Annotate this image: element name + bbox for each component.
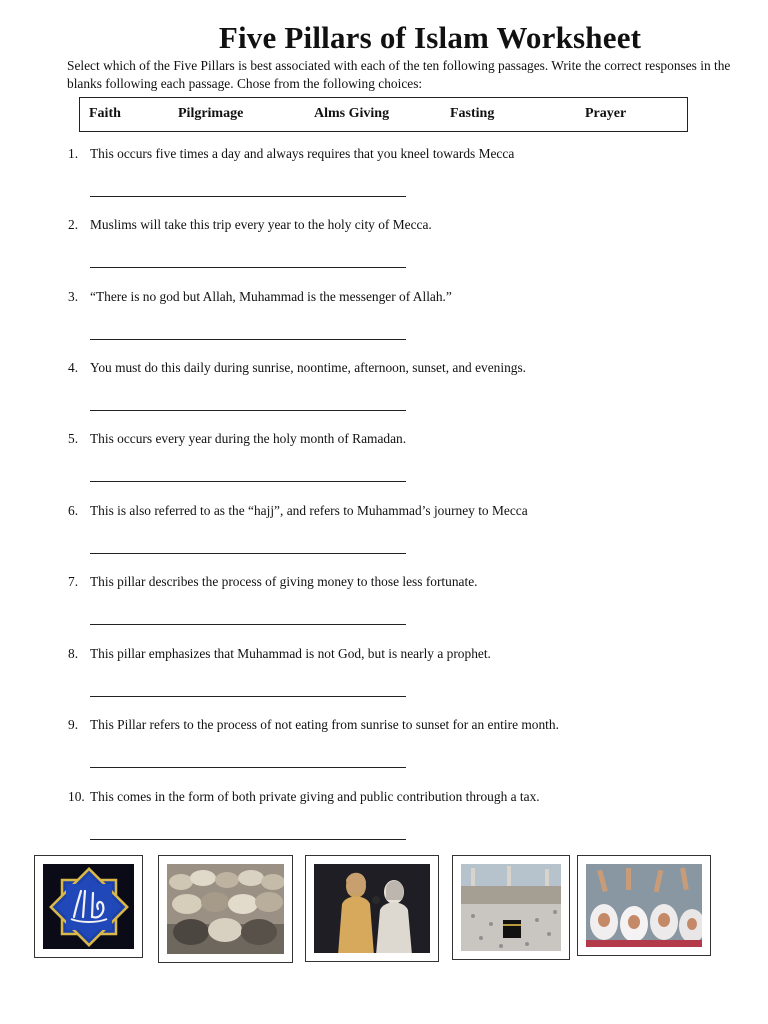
praying-people-icon	[167, 864, 284, 954]
question-number: 6.	[68, 503, 79, 518]
question-4	[68, 360, 526, 376]
answer-blank-10[interactable]	[90, 839, 406, 840]
question-number: 2.	[68, 217, 79, 232]
answer-blank-1[interactable]	[90, 196, 406, 197]
choice-faith: Faith	[89, 106, 121, 121]
answer-blank-8[interactable]	[90, 696, 406, 697]
question-2	[68, 217, 432, 233]
girls-raising-hands-icon	[586, 864, 702, 947]
answer-blank-2[interactable]	[90, 267, 406, 268]
choice-pilgrimage: Pilgrimage	[178, 106, 244, 121]
question-number: 10.	[68, 789, 85, 804]
choice-prayer: Prayer	[585, 106, 627, 121]
question-text: This Pillar refers to the process of not eating from sunrise to sunset for an entire month.	[90, 717, 559, 732]
question-number: 7.	[68, 574, 79, 589]
question-text: This comes in the form of both private giving and public contribution through a tax.	[90, 789, 540, 804]
choice-fasting: Fasting	[450, 106, 495, 121]
choices-box	[79, 97, 688, 132]
answer-blank-9[interactable]	[90, 767, 406, 768]
question-7	[68, 574, 478, 590]
question-number: 5.	[68, 431, 79, 446]
question-5	[68, 431, 406, 447]
answer-blank-4[interactable]	[90, 410, 406, 411]
question-10	[68, 789, 540, 805]
girls-photo	[577, 855, 711, 956]
question-text: “There is no god but Allah, Muhammad is the messenger of Allah.”	[90, 289, 452, 304]
question-6	[68, 503, 528, 519]
question-number: 9.	[68, 717, 79, 732]
question-8	[68, 646, 491, 662]
prayer-photo	[158, 855, 293, 963]
question-text: Muslims will take this trip every year to the holy city of Mecca.	[90, 217, 432, 232]
kaaba-photo	[452, 855, 570, 960]
question-text: You must do this daily during sunrise, noontime, afternoon, sunset, and evenings.	[90, 360, 527, 375]
kaaba-pilgrims-icon	[461, 864, 561, 951]
women-speaking-icon	[314, 864, 430, 953]
question-1	[68, 146, 514, 162]
question-number: 4.	[68, 360, 79, 375]
question-text: This occurs every year during the holy month of Ramadan.	[90, 431, 407, 446]
question-number: 3.	[68, 289, 79, 304]
answer-blank-6[interactable]	[90, 553, 406, 554]
allah-star-icon	[43, 864, 134, 949]
answer-blank-7[interactable]	[90, 624, 406, 625]
question-text: This pillar emphasizes that Muhammad is not God, but is nearly a prophet.	[90, 646, 491, 661]
answer-blank-5[interactable]	[90, 481, 406, 482]
women-photo	[305, 855, 439, 962]
question-text: This is also referred to as the “hajj”, and refers to Muhammad’s journey to Mecca	[90, 503, 528, 518]
question-number: 8.	[68, 646, 79, 661]
question-text: This occurs five times a day and always requires that you kneel towards Mecca	[90, 146, 515, 161]
worksheet-title: Five Pillars of Islam Worksheet	[218, 20, 642, 55]
choice-alms-giving: Alms Giving	[314, 106, 390, 121]
question-text: This pillar describes the process of giving money to those less fortunate.	[90, 574, 478, 589]
question-3	[68, 289, 452, 305]
allah-calligraphy-image	[34, 855, 143, 958]
answer-blank-3[interactable]	[90, 339, 406, 340]
question-number: 1.	[68, 146, 79, 161]
instructions: Select which of the Five Pillars is best associated with each of the ten following passages. Write the correct responses in the blanks following each passage. Chose from the following choices:	[67, 58, 731, 91]
question-9	[68, 717, 559, 733]
